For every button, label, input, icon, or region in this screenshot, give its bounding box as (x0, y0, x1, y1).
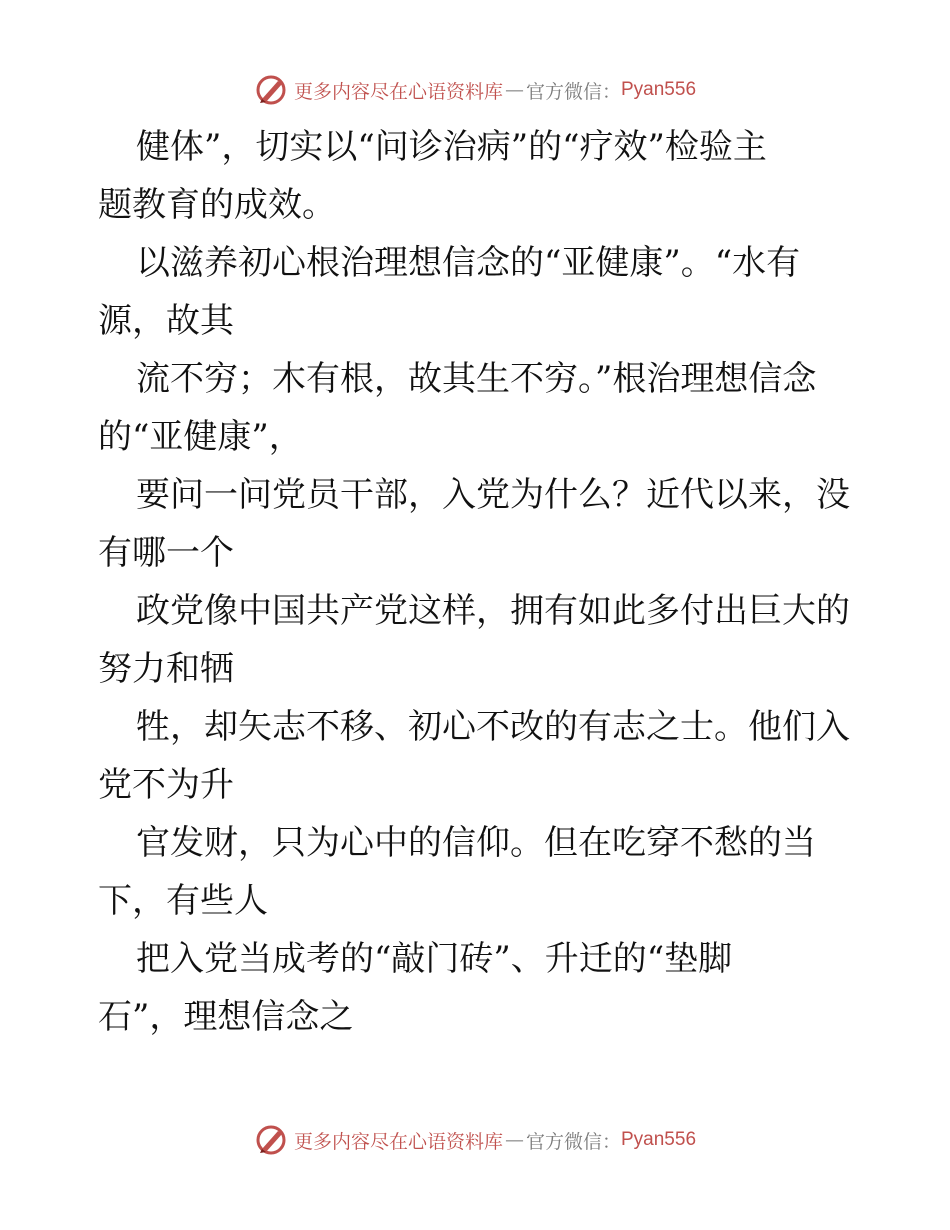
document-body (98, 118, 858, 1046)
header-wechat-label: 官方微信： (525, 80, 621, 103)
text-line: 下，有些人 (98, 881, 268, 921)
header-banner (0, 70, 950, 110)
text-line: 健体”，切实以“问诊治病”的“疗效”检验主 (136, 127, 767, 167)
header-dash: — (504, 79, 524, 101)
text-line: 石”，理想信念之 (98, 997, 354, 1037)
pen-logo-icon (254, 1123, 288, 1157)
header-wechat-id: Pyan556 (621, 79, 697, 100)
text-line: 努力和牺 (98, 649, 234, 689)
text-line: 源，故其 (98, 301, 234, 341)
text-line: 要问一问党员干部，入党为什么？近代以来，没 (136, 475, 850, 515)
text-line: 有哪一个 (98, 533, 234, 573)
text-line: 的“亚健康”， (98, 417, 303, 457)
footer-dash: — (504, 1129, 524, 1151)
text-line: 政党像中国共产党这样，拥有如此多付出巨大的 (136, 591, 850, 631)
text-line: 以滋养初心根治理想信念的“亚健康”。“水有 (136, 243, 801, 283)
footer-title: 更多内容尽在心语资料库 (293, 1130, 503, 1153)
text-line: 官发财，只为心中的信仰。但在吃穿不愁的当 (136, 823, 816, 863)
footer-banner (0, 1120, 950, 1160)
text-line: 流不穷；木有根，故其生不穷。”根治理想信念 (136, 359, 817, 399)
text-line: 把入党当成考的“敲门砖”、升迁的“垫脚 (136, 939, 733, 979)
text-line: 题教育的成效。 (98, 185, 336, 225)
text-line: 党不为升 (98, 765, 234, 805)
text-line: 牲，却矢志不移、初心不改的有志之士。他们入 (136, 707, 850, 747)
footer-wechat-label: 官方微信： (525, 1130, 621, 1153)
header-title: 更多内容尽在心语资料库 (293, 80, 503, 103)
pen-logo-icon (254, 73, 288, 107)
footer-wechat-id: Pyan556 (621, 1129, 697, 1150)
